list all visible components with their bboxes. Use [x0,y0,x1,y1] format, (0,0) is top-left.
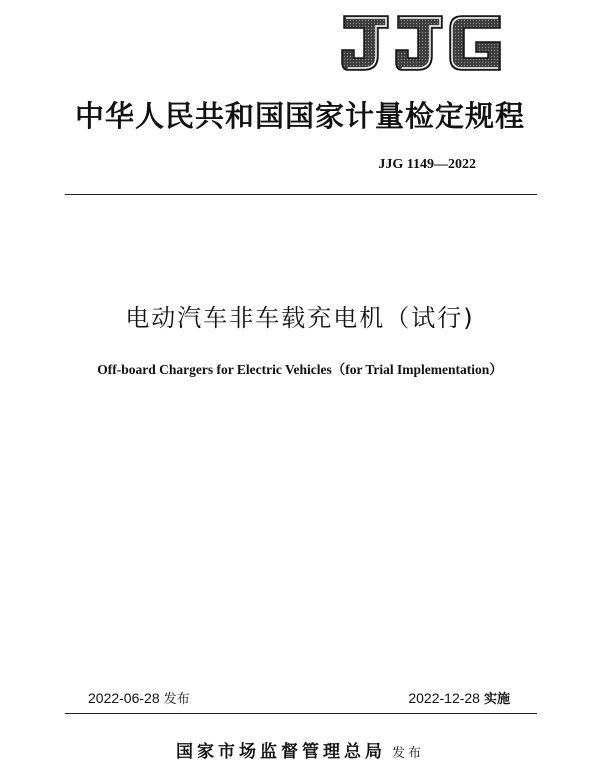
publisher-suffix: 发布 [391,746,424,761]
publisher-name: 国家市场监督管理总局 [175,742,386,762]
jjg-standard-logo-icon [340,10,504,76]
implementation-date-label: 实施 [483,692,510,707]
logo-letter-g [450,16,500,70]
implementation-date [408,688,510,707]
logo-letter-j-1 [342,16,388,70]
issue-date-value: 2022-06-28 [88,690,160,706]
issue-date [88,688,190,707]
publisher-line [0,737,600,762]
bottom-divider [65,713,537,714]
document-title-english: Off-board Chargers for Electric Vehicles（for Trial Implementation） [97,362,503,377]
logo-letter-j-2 [396,16,442,70]
document-number: JJG 1149—2022 [378,157,476,172]
issue-date-label: 发布 [163,692,190,707]
top-divider [65,194,537,195]
main-title: 中华人民共和国国家计量检定规程 [74,99,525,133]
implementation-date-value: 2022-12-28 [408,690,480,706]
document-title-chinese: 电动汽车非车载充电机（试行) [125,304,475,332]
